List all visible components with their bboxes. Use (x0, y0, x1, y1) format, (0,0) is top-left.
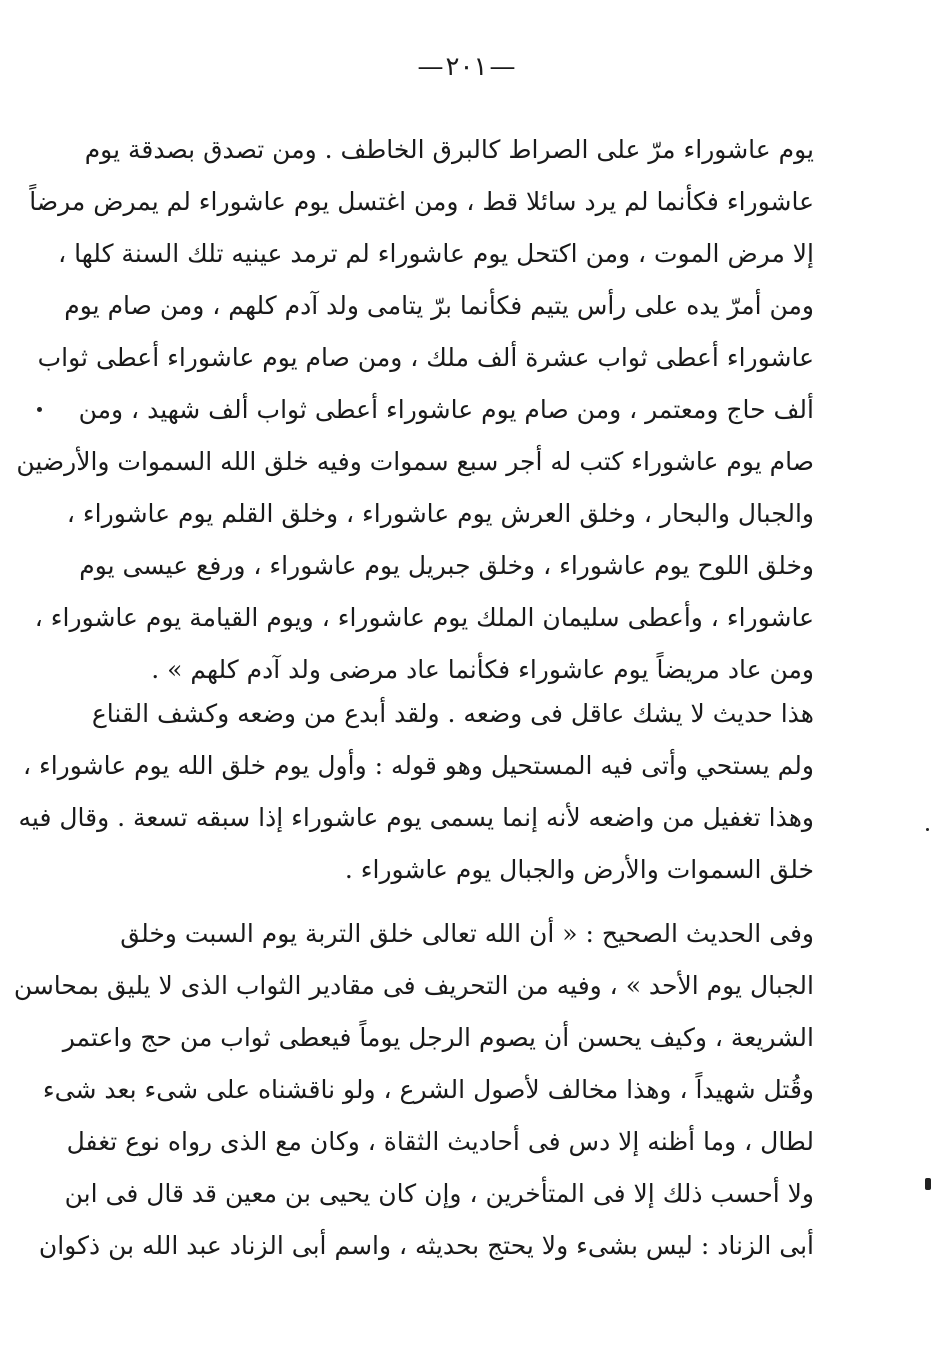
page-number-text: ٢٠١ (445, 52, 488, 82)
paragraph-sahih-hadith (13, 908, 814, 1272)
text-line: ولا أحسب ذلك إلا فى المتأخرين ، وإن كان يحيى بن معين قد قال فى ابن (64, 1179, 814, 1208)
paragraph-hadith-text (16, 124, 814, 696)
text-line: أبى الزناد : ليس بشىء ولا يحتج بحديثه ، واسم أبى الزناد عبد الله بن ذكوان (38, 1231, 814, 1260)
scan-speck (37, 407, 42, 412)
text-line: يوم عاشوراء مرّ على الصراط كالبرق الخاطف . ومن تصدق بصدقة يوم (84, 135, 814, 164)
text-line: عاشوراء فكأنما لم يرد سائلا قط ، ومن اغتسل يوم عاشوراء لم يمرض مرضاً (29, 187, 814, 216)
text-line: عاشوراء ، وأعطى سليمان الملك يوم عاشوراء ، ويوم القيامة يوم عاشوراء ، (34, 603, 814, 632)
text-line: والجبال والبحار ، وخلق العرش يوم عاشوراء ، وخلق القلم يوم عاشوراء ، (66, 499, 814, 528)
text-line: ولم يستحي وأتى فيه المستحيل وهو قوله : وأول يوم خلق الله يوم عاشوراء ، (22, 751, 814, 780)
text-line: ومن عاد مريضاً يوم عاشوراء فكأنما عاد مرضى ولد آدم كلهم » . (151, 655, 814, 684)
text-line: وخلق اللوح يوم عاشوراء ، وخلق جبريل يوم عاشوراء ، ورفع عيسى يوم (79, 551, 814, 580)
paragraph-commentary (18, 688, 814, 896)
text-line: وهذا تغفيل من واضعه لأنه إنما يسمى يوم عاشوراء إذا سبقه تسعة . وقال فيه (18, 803, 814, 832)
page-number: —٢٠١— (417, 52, 516, 82)
scan-speck (925, 1178, 931, 1190)
text-line: وفى الحديث الصحيح : « أن الله تعالى خلق التربة يوم السبت وخلق (120, 919, 814, 948)
text-line: الجبال يوم الأحد » ، وفيه من التحريف فى مقادير الثواب الذى لا يليق بمحاسن (13, 971, 814, 1000)
text-line: عاشوراء أعطى ثواب عشرة ألف ملك ، ومن صام يوم عاشوراء أعطى ثواب (37, 343, 814, 372)
text-line: هذا حديث لا يشك عاقل فى وضعه . ولقد أبدع من وضعه وكشف القناع (91, 699, 814, 728)
text-line: إلا مرض الموت ، ومن اكتحل يوم عاشوراء لم ترمد عينيه تلك السنة كلها ، (58, 239, 814, 268)
text-line: ومن أمرّ يده على رأس يتيم فكأنما برّ يتامى ولد آدم كلهم ، ومن صام يوم (64, 291, 814, 320)
text-line: صام يوم عاشوراء كتب له أجر سبع سموات وفيه خلق الله السموات والأرضين (16, 447, 814, 476)
scan-speck (926, 828, 929, 831)
text-line: الشريعة ، وكيف يحسن أن يصوم الرجل يوماً فيعطى ثواب من حج واعتمر (62, 1023, 814, 1052)
text-line: لطال ، وما أظنه إلا دس فى أحاديث الثقاة ، وكان مع الذى رواه نوع تغفل (66, 1127, 814, 1156)
text-line: وقُتل شهيداً ، وهذا مخالف لأصول الشرع ، ولو ناقشناه على شىء بعد شىء (42, 1075, 814, 1104)
text-line: خلق السموات والأرض والجبال يوم عاشوراء . (344, 855, 814, 884)
text-line: ألف حاج ومعتمر ، ومن صام يوم عاشوراء أعطى ثواب ألف شهيد ، ومن (78, 395, 814, 424)
